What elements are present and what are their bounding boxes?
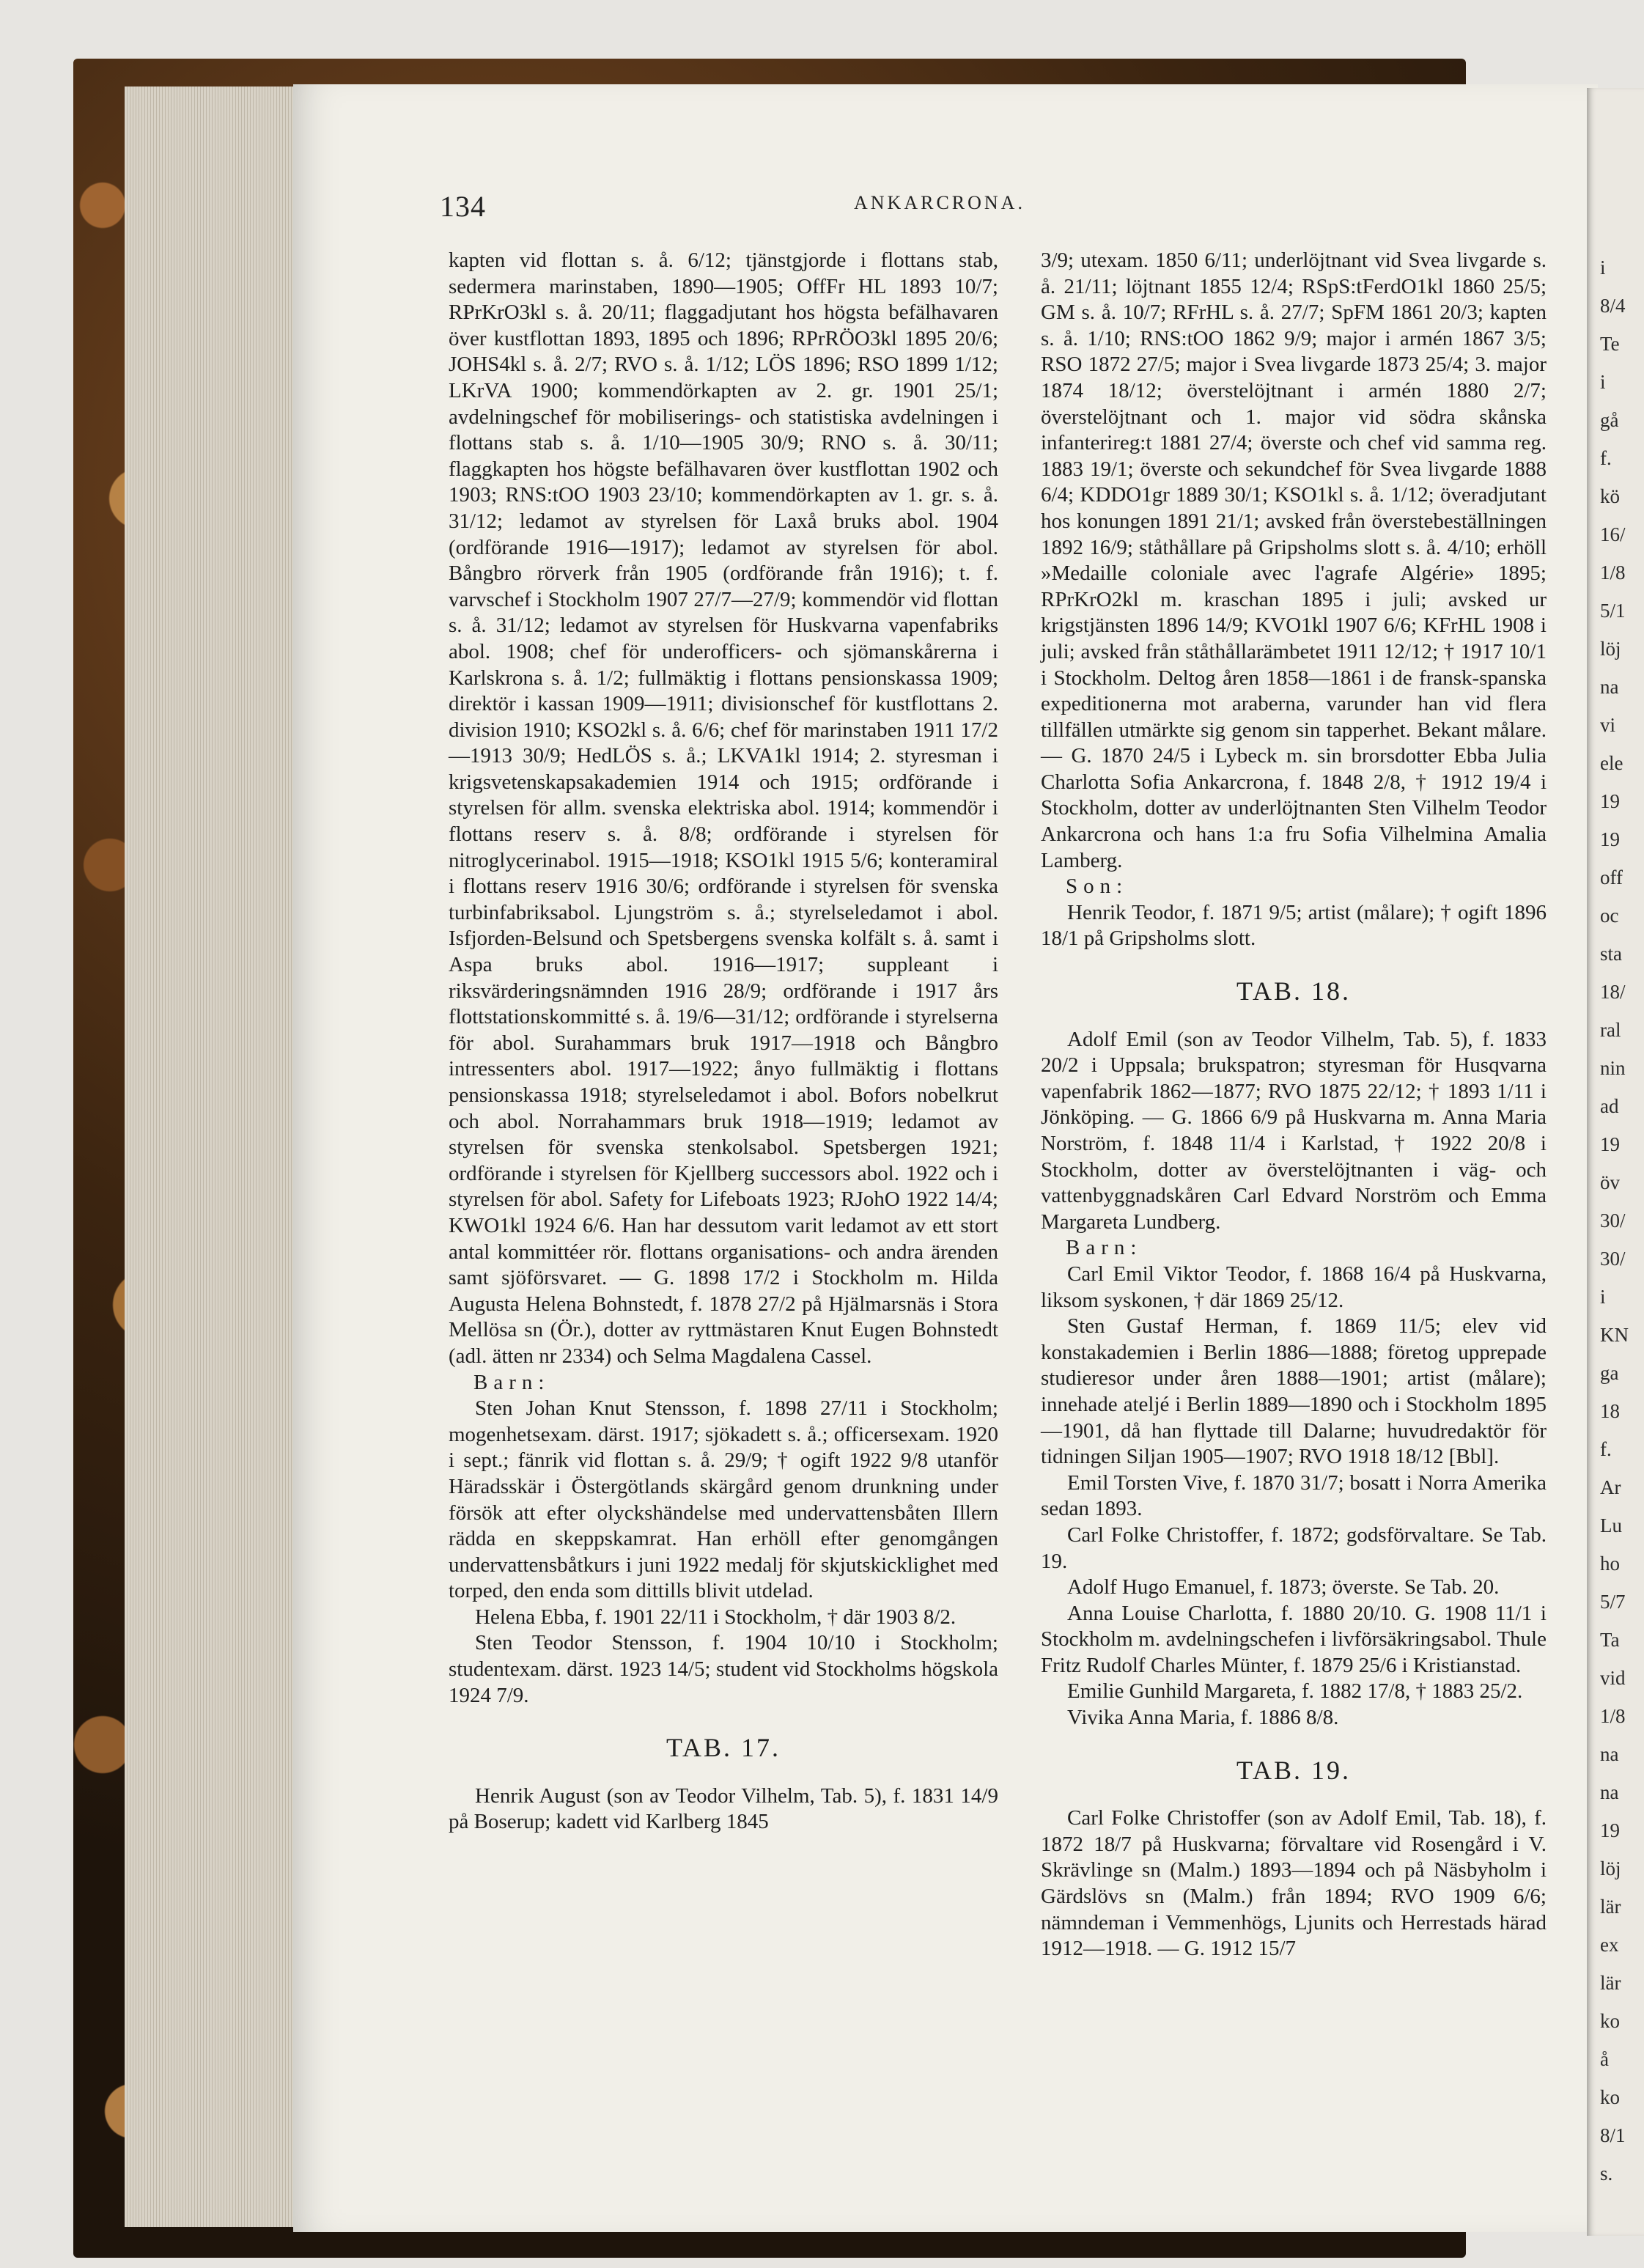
next-page-fragment: Te <box>1600 333 1620 355</box>
right-column <box>1041 248 1547 1962</box>
next-page-fragment: i <box>1600 1286 1606 1308</box>
next-page-fragment: s. <box>1600 2162 1613 2184</box>
next-page-fragment: Lu <box>1600 1514 1622 1536</box>
next-page-fragment: na <box>1600 1743 1619 1765</box>
entry-paragraph: 3/9; utexam. 1850 6/11; underlöjtnant vid Svea livgarde s. å. 21/11; löjtnant 1855 12/4; RSpS:tFerdO1kl 1860 25/5; GM s. å. 10/7; RFrHL s. å. 27/7; SpFM 1861 20/3; kapten s. å. 1/10; RNS:tOO 1862 9/9; major i armén 1867 3/5; RSO 1872 27/5; major i Svea livgarde 1873 25/4; 3. major 1874 18/12; överstelöjtnant i armén 1880 2/7; överstelöjtnant och 1. major vid södra skånska infanterireg:t 1881 27/4; överste och chef vid samma reg. 1883 19/1; överste och sekundchef för Svea livgarde 1888 6/4; KDDO1gr 1889 30/1; KSO1kl s. å. 1/12; överadjutant hos konungen 1891 21/1; avsked från överstebeställningen 1892 16/9; ståthållare på Gripsholms slott s. å. 4/10; erhöll »Medaille coloniale avec l'agrafe Algérie» 1895; RPrKrO2kl m. kraschan 1895 i juli; avsked ur krigstjänsten 1896 14/9; KVO1kl 1907 6/6; KFrHL 1908 i juli; avsked från ståthållarämbetet 1911 12/12; † 1917 10/1 i Stockholm. Deltog åren 1858—1861 i de fransk-spanska expeditionerna mot araberna, varunder han vid flera tillfällen utmärkte sig genom sin tapperhet. Bekant målare. — G. 1870 24/5 i Lybeck m. sin brorsdotter Ebba Julia Charlotta Sofia Ankarcrona, f. 1848 2/8, † 1912 19/4 i Stockholm, dotter av underlöjtnanten Sten Vilhelm Teodor Ankarcrona och hans 1:a fru Sofia Vilhelmina Amalia Lamberg. <box>1041 248 1547 872</box>
next-page-fragment: å <box>1600 2048 1609 2070</box>
next-page-fragment: 5/7 <box>1600 1591 1626 1613</box>
section-label: Barn: <box>1066 1236 1143 1260</box>
next-page-fragment: nin <box>1600 1057 1626 1079</box>
next-page-fragment: 18 <box>1600 1400 1620 1422</box>
entry-lead: Henrik August (son av Teodor Vilhelm, Tab. 5), f. 1831 14/9 på Boserup; kadett vid Karlberg 1845 <box>449 1783 998 1834</box>
next-page-fragment: i <box>1600 257 1606 279</box>
page-number: 134 <box>440 190 486 223</box>
next-page-fragment: 30/ <box>1600 1248 1626 1270</box>
next-page-fragment: 19 <box>1600 1819 1620 1841</box>
next-page-fragment: Ar <box>1600 1476 1621 1498</box>
entry-paragraph: kapten vid flottan s. å. 6/12; tjänstgjorde i flottans stab, sedermera marinstaben, 1890—1905; OffFr HL 1893 10/7; RPrKrO3kl s. å. 20/11; flaggadjutant hos högsta befälhavaren över kustflottan 1893, 1895 och 1896; RPrRÖO3kl 1895 20/6; JOHS4kl s. å. 2/7; RVO s. å. 1/12; LÖS 1896; RSO 1899 1/12; LKrVA 1900; kommendörkapten av 2. gr. 1901 25/1; avdelningschef för mobiliserings- och statistiska avdelningen i flottans stab s. å. 1/10—1905 30/9; RNO s. å. 30/11; flaggkapten hos högste befälhavaren över kustflottan 1902 och 1903; RNS:tOO 1903 23/10; kommendörkapten av 1. gr. s. å. 31/12; ledamot av styrelsen för Laxå bruks abol. 1904 (ordförande 1916—1917); ledamot av styrelsen för abol. Bångbro rörverk från 1905 (ordförande från 1916); t. f. varvschef i Stockholm 1907 27/7—27/9; kommendör vid flottan s. å. 31/12; ledamot av styrelsen för Huskvarna vapenfabriks abol. 1908; chef för underofficers- och sjömanskårerna i Karlskrona s. å. 1/2; fullmäktig i flottans pensionskassa 1909; direktör i kassan 1909—1911; divisionschef för kustflottans 2. division 1910; KSO2kl s. å. 6/6; chef för marinstaben 1911 17/2—1913 30/9; HedLÖS s. å.; LKVA1kl 1914; 2. styresman i krigsvetenskapsakademien 1914 och 1915; ordförande i styrelsen för allm. svenska elektriska abol. 1914; kommendör i flottans reserv s. å. 8/8; ordförande i styrelsen för nitroglycerinabol. 1915—1918; KSO1kl 1915 5/6; konteramiral i flottans reserv 1916 30/6; ordförande i styrelsen för svenska turbinfabriksabol. Ljungström s. å.; styrelseledamot i abol. Isfjorden-Belsund och Spetsbergens svenska kolfält s. å. samt i Aspa bruks abol. 1916—1917; suppleant i riksvärderingsnämnden 1916 28/9; ordförande i 1917 års flottstationskommitté s. å. 19/6—31/12; ordförande i styrelserna för abol. Surahammars bruk 1917—1918 och Bångbro intressenters abol. 1917—1922; ånyo fullmäktig i flottans pensionskassa 1918; styrelseledamot i abol. Bofors nobelkrut och abol. Norrahammars bruk 1918—1919; ledamot av styrelsen för svenska stenkolsabol. Spetsbergen 1921; ordförande i styrelsen för Kjellberg successors abol. 1922 och i styrelsen för abol. Safety for Lifeboats 1923; RJohO 1922 14/4; KWO1kl 1924 6/6. Han har dessutom varit ledamot av ett stort antal kommittéer rör. flottans organisations- och andra ärenden samt sjöförsvaret. — G. 1898 17/2 i Stockholm m. Hilda Augusta Helena Bohnstedt, f. 1878 27/2 på Hjälmarsnäs i Stora Mellösa sn (Ör.), dotter av ryttmästaren Knut Eugen Bohnstedt (adl. ätten nr 2334) och Selma Magdalena Cassel. <box>449 248 998 1368</box>
running-title: ANKARCRONA. <box>854 192 1025 213</box>
next-page-fragment: vid <box>1600 1667 1626 1689</box>
child-entry: Carl Folke Christoffer, f. 1872; godsförvaltare. Se Tab. 19. <box>1041 1523 1547 1573</box>
child-entry: Anna Louise Charlotta, f. 1880 20/10. G. 1908 11/1 i Stockholm m. avdelningschefen i livförsäkringsabol. Thule Fritz Rudolf Charles Münter, f. 1879 25/6 i Kristianstad. <box>1041 1601 1547 1677</box>
next-page-fragment: 1/8 <box>1600 1705 1626 1727</box>
left-column <box>449 248 998 1836</box>
next-page-fragment: 19 <box>1600 828 1620 850</box>
section-label: Barn: <box>473 1370 550 1394</box>
next-page-fragment: KN <box>1600 1324 1629 1346</box>
next-page-fragment: kö <box>1600 485 1620 507</box>
next-page-fragment: lär <box>1600 1972 1621 1994</box>
child-entry: Carl Emil Viktor Teodor, f. 1868 16/4 på Huskvarna, liksom syskonen, † där 1869 25/12. <box>1041 1262 1547 1312</box>
next-page-fragment: löj <box>1600 1858 1621 1879</box>
next-page-fragment: Ta <box>1600 1629 1620 1651</box>
next-page-fragment: na <box>1600 1781 1619 1803</box>
next-page-fragment: 19 <box>1600 790 1620 812</box>
next-page-fragment: 30/ <box>1600 1210 1626 1231</box>
next-page-fragment: ho <box>1600 1553 1620 1575</box>
next-page-fragment: gå <box>1600 409 1619 431</box>
next-page-fragment: 18/ <box>1600 981 1626 1003</box>
child-entry: Sten Gustaf Herman, f. 1869 11/5; elev vid konstakademien i Berlin 1886—1888; företog upprepade studieresor under åren 1888—1901; artist (målare); innehade ateljé i Berlin 1889—1890 och i Stockholm 1895—1901, då han flyttade till Dalarne; huvudredaktör för tidningen Siljan 1905—1907; RVO 1918 18/12 [Bbl]. <box>1041 1314 1547 1469</box>
next-page-fragment: 8/1 <box>1600 2124 1626 2146</box>
table-heading: TAB. 18. <box>1236 976 1352 1006</box>
section-label: Son: <box>1066 875 1129 899</box>
table-heading: TAB. 17. <box>666 1733 781 1763</box>
child-entry: Emil Torsten Vive, f. 1870 31/7; bosatt i Norra Amerika sedan 1893. <box>1041 1470 1547 1521</box>
next-page-fragment: vi <box>1600 714 1616 736</box>
next-page-fragment: ko <box>1600 2086 1620 2108</box>
child-entry: Emilie Gunhild Margareta, f. 1882 17/8, † 1883 25/2. <box>1067 1679 1523 1704</box>
next-page-fragment: 8/4 <box>1600 295 1626 317</box>
next-page-edge <box>1587 88 1644 2236</box>
next-page-fragment: f. <box>1600 1438 1612 1460</box>
next-page-fragment: oc <box>1600 905 1619 927</box>
next-page-fragment: ad <box>1600 1095 1619 1117</box>
next-page-fragment: ko <box>1600 2010 1620 2032</box>
child-entry: Sten Johan Knut Stensson, f. 1898 27/11 i Stockholm; mogenhetsexam. därst. 1917; sjökadett s. å.; officersexam. 1920 i sept.; fänrik vid flottan s. å. 29/9; † ogift 1922 9/8 utanför Häradsskär i Östergötlands skärgård genom drunkning under försök att efter olyckshändelse med undervattensbåten Illern rädda en skeppskamrat. Han erhöll efter genomgången undervattensbåtkurs i juni 1922 medalj för skjutskicklighet med torped, den enda som dittills blivit utdelad. <box>449 1396 998 1603</box>
next-page-fragment: sta <box>1600 943 1622 965</box>
next-page-fragment: öv <box>1600 1171 1620 1193</box>
entry-lead: Carl Folke Christoffer (son av Adolf Emil, Tab. 18), f. 1872 18/7 på Huskvarna; förvaltare vid Rosengård i V. Skrävlinge sn (Malm.) 1893—1894 och på Näsbyholm i Gärdslövs sn (Malm.) från 1894; RVO 1909 6/6; nämndeman i Vemmenhögs, Ljunits och Herrestads härad 1912—1918. — G. 1912 15/7 <box>1041 1806 1547 1961</box>
table-heading: TAB. 19. <box>1236 1755 1352 1785</box>
next-page-fragment: i <box>1600 371 1606 393</box>
next-page-fragment: ral <box>1600 1019 1621 1041</box>
next-page-fragment: na <box>1600 676 1619 698</box>
next-page-fragment: 1/8 <box>1600 562 1626 583</box>
next-page-fragment: ga <box>1600 1362 1619 1384</box>
child-entry: Adolf Hugo Emanuel, f. 1873; överste. Se Tab. 20. <box>1067 1575 1500 1599</box>
child-entry: Sten Teodor Stensson, f. 1904 10/10 i Stockholm; studentexam. därst. 1923 14/5; student vid Stockholms högskola 1924 7/9. <box>449 1631 998 1707</box>
child-entry: Vivika Anna Maria, f. 1886 8/8. <box>1067 1706 1339 1730</box>
next-page-fragment: lär <box>1600 1896 1621 1918</box>
child-entry: Helena Ebba, f. 1901 22/11 i Stockholm, † där 1903 8/2. <box>475 1605 956 1629</box>
next-page-fragment: ex <box>1600 1934 1619 1956</box>
next-page-fragment: 16/ <box>1600 523 1626 545</box>
next-page-fragment: ele <box>1600 752 1623 774</box>
next-page-fragment: off <box>1600 866 1623 888</box>
next-page-fragment: f. <box>1600 447 1612 469</box>
child-entry: Henrik Teodor, f. 1871 9/5; artist (målare); † ogift 1896 18/1 på Gripsholms slott. <box>1041 900 1547 951</box>
next-page-fragment: 5/1 <box>1600 600 1626 622</box>
next-page-fragment: 19 <box>1600 1133 1620 1155</box>
entry-lead: Adolf Emil (son av Teodor Vilhelm, Tab. 5), f. 1833 20/2 i Uppsala; brukspatron; styresman för Husqvarna vapenfabrik 1862—1877; RVO 1875 22/12; † 1893 1/11 i Jönköping. — G. 1866 6/9 på Huskvarna m. Anna Maria Norström, f. 1848 11/4 i Karlstad, † 1922 20/8 i Stockholm, dotter av överstelöjtnanten i väg- och vattenbyggnadskåren Carl Edvard Norström och Emma Margareta Lundberg. <box>1041 1027 1547 1234</box>
page-edges <box>125 86 315 2227</box>
next-page-fragment: löj <box>1600 638 1621 660</box>
